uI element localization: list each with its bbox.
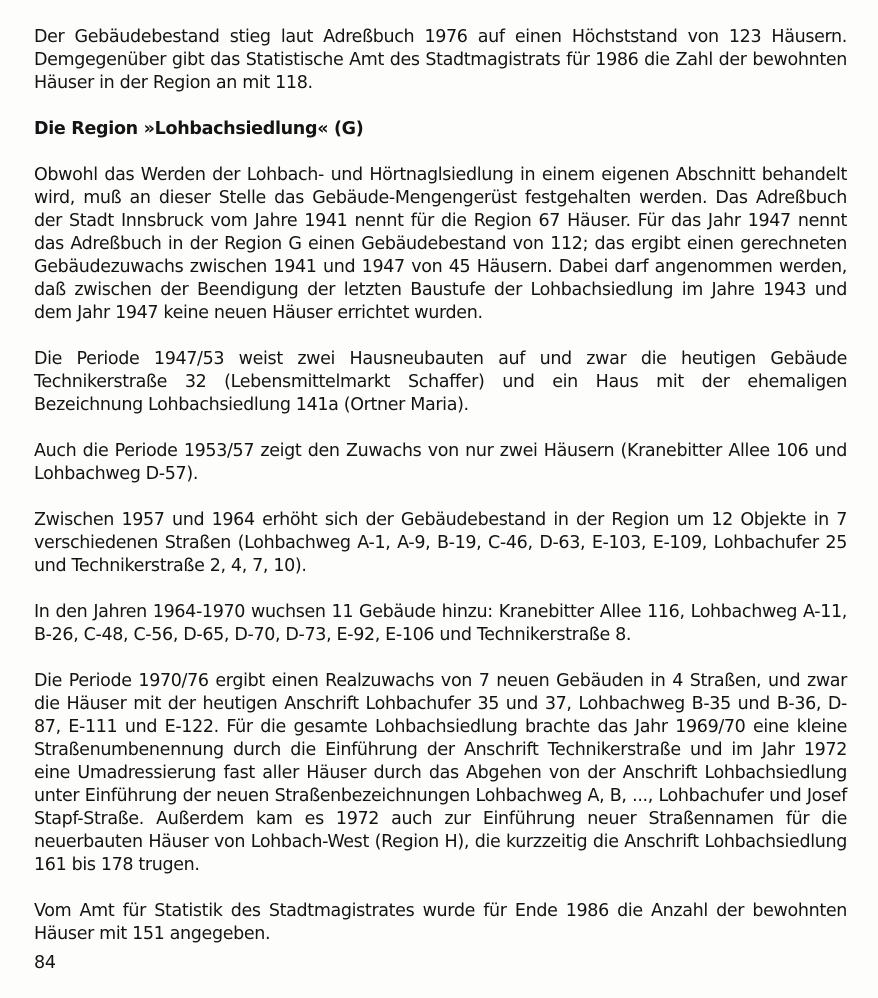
paragraph-period-1964-70: In den Jahren 1964-1970 wuchsen 11 Gebäude hinzu: Kranebitter Allee 116, Lohbachweg A-11, B-26, C-48, C-56, D-65, D-70, D-73, E-92, E-106 und Technikerstraße 8. xyxy=(34,602,847,645)
section-heading-lohbachsiedlung: Die Region »Lohbachsiedlung« (G) xyxy=(34,119,364,139)
text-column xyxy=(34,26,847,946)
paragraph-period-1947-53: Die Periode 1947/53 weist zwei Hausneubauten auf und zwar die heutigen Gebäude Technikerstraße 32 (Lebensmittelmarkt Schaffer) und ein Haus mit der ehemaligen Bezeichnung Lohbachsiedlung 141a (Ortner Maria). xyxy=(34,349,847,415)
paragraph-building-stock-1976: Der Gebäudebestand stieg laut Adreßbuch 1976 auf einen Höchststand von 123 Häusern. Demgegenüber gibt das Statistische Amt des Stadtmagistrats für 1986 die Zahl der bewohnten Häuser in der Region an mit 118. xyxy=(34,27,847,93)
paragraph-period-1970-76: Die Periode 1970/76 ergibt einen Realzuwachs von 7 neuen Gebäuden in 4 Straßen, und zwar die Häuser mit der heutigen Anschrift Lohbachufer 35 und 37, Lohbachweg B-35 und B-36, D-87, E-111 und E-122. Für die gesamte Lohbachsiedlung brachte das Jahr 1969/70 eine kleine Straßenumbenennung durch die Einführung der Anschrift Technikerstraße und im Jahr 1972 eine Umadressierung fast aller Häuser durch das Abgehen von der Anschrift Lohbachsiedlung unter Einführung der neuen Straßenbezeichnungen Lohbachweg A, B, ..., Lohbachufer und Josef Stapf-Straße. Außerdem kam es 1972 auch zur Einführung neuer Straßennamen für die neuerbauten Häuser von Lohbach-West (Region H), die kurzzeitig die Anschrift Lohbachsiedlung 161 bis 178 trugen. xyxy=(34,671,847,875)
paragraph-period-1957-64: Zwischen 1957 und 1964 erhöht sich der Gebäudebestand in der Region um 12 Objekte in 7 verschiedenen Straßen (Lohbachweg A-1, A-9, B-19, C-46, D-63, E-103, E-109, Lohbachufer 25 und Technikerstraße 2, 4, 7, 10). xyxy=(34,510,847,576)
paragraph-statistics-1986: Vom Amt für Statistik des Stadtmagistrates wurde für Ende 1986 die Anzahl der bewohnten Häuser mit 151 angegeben. xyxy=(34,901,847,944)
page-number: 84 xyxy=(34,953,56,973)
paragraph-building-framework: Obwohl das Werden der Lohbach- und Hörtnaglsiedlung in einem eigenen Abschnitt behandelt wird, muß an dieser Stelle das Gebäude-Mengengerüst festgehalten werden. Das Adreßbuch der Stadt Innsbruck vom Jahre 1941 nennt für die Region 67 Häuser. Für das Jahr 1947 nennt das Adreßbuch in der Region G einen Gebäudebestand von 112; das ergibt einen gerechneten Gebäudezuwachs zwischen 1941 und 1947 von 45 Häusern. Dabei darf angenommen werden, daß zwischen der Beendigung der letzten Baustufe der Lohbachsiedlung im Jahre 1943 und dem Jahr 1947 keine neuen Häuser errichtet wurden. xyxy=(34,165,847,323)
paragraph-period-1953-57: Auch die Periode 1953/57 zeigt den Zuwachs von nur zwei Häusern (Kranebitter Allee 106 und Lohbachweg D-57). xyxy=(34,441,847,484)
